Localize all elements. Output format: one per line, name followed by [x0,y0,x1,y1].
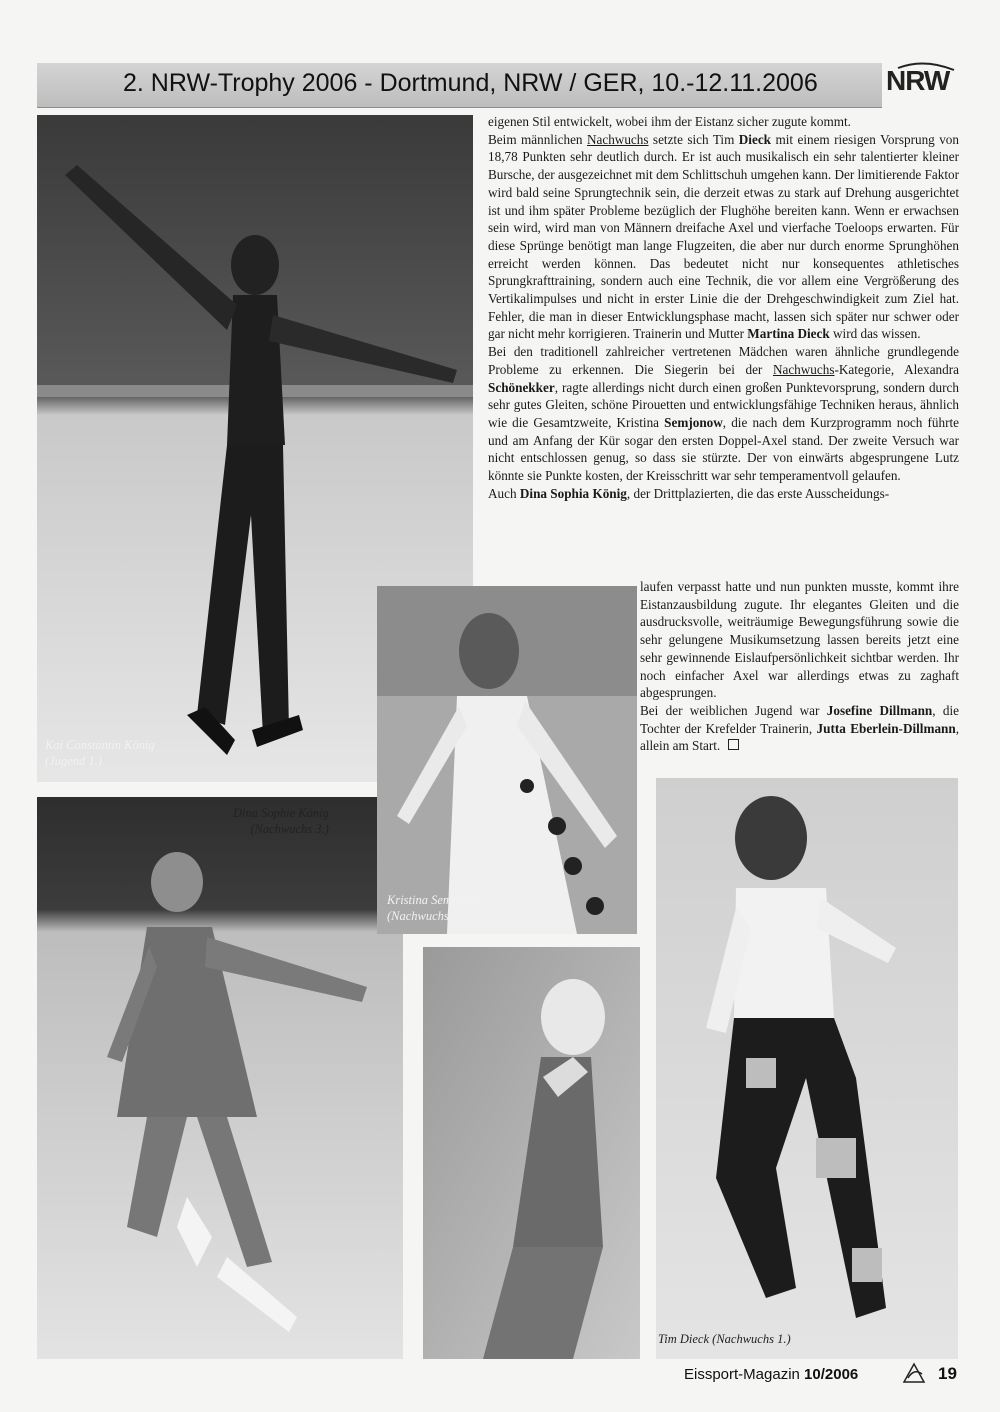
text-run: mit einem riesigen Vorsprung von 18,78 Punkten sehr deutlich durch. Er ist auch musikalisch ein sehr talentierter kleiner Bursche, der ausgezeichnet mit dem Schlittschuh umgehen kann. Der limitierende Faktor wird bald seine Sprungtechnik sein, die derzeit etwas zu stark auf Drehung ausgerichtet ist und ihm später Probleme bezüglich der Flughöhe bereiten kann. Wenn er erwachsen sein wird, wird man von Männern dreifache Axel und vierfache Toeloops erwarten. Für diese Sprünge benötigt man lange Flugzeiten, die aber nur durch enorme Sprunghöhen erreicht werden können. Das bedeutet nicht nur konsequentes athletisches Sprungkrafttraining, sondern auch eine Technik, die vor allem eine Vergrößerung des Vertikalimpulses und nicht in erster Linie die der Drehgeschwindigkeit zum Ziel hat. Fehler, die man in dieser Entwicklungsphase macht, lassen sich später nur schwer oder gar nicht mehr korrigieren. Trainerin und Mutter [488,131,959,342]
magazine-name: Eissport-Magazin [684,1366,805,1383]
text-run-underlined: Nachwuchs [772,361,835,377]
text-run: , ragte allerdings nicht durch einen großen Punktevorsprung, sondern durch sehr gutes Gleiten, schöne Pirouetten und entwicklungsfähige Techniken heraus, ähnlich wie die Gesamtzweite, Kristina [488,379,959,430]
text-run: , allein am Start. [640,720,959,754]
text-run: , der Drittplazierten, die das erste Ausscheidungs- [626,485,890,501]
nrw-logo [884,60,964,102]
article-column-upper [488,113,959,502]
text-run: wird das wissen. [829,326,921,342]
article-paragraph-2 [488,131,959,343]
photo-kristina-semjonov [377,586,637,934]
text-run: Beim männlichen [488,131,587,147]
page-number: 19 [938,1364,957,1383]
name-bold: Jutta Eberlein-Dillmann [816,720,956,736]
name-bold: Dina Sophia König [519,485,627,501]
article-column-lower [640,578,959,755]
article-paragraph-5 [640,702,959,755]
text-run: , die nach dem Kurzprogramm noch führte und am Anfang der Kür sogar den ersten Doppel-Axel stand. Der zweite Versuch war nicht entschlossen genug, so dass sie stürzte. Der von einwärts abgesprungene Lutz könnte sie Punkte kosten, der Kreisschritt war sehr temperamentvoll gelaufen. [488,414,959,484]
article-paragraph-4-start [488,485,959,503]
issue-number: 10/2006 [804,1366,859,1383]
article-paragraph-3 [488,343,959,485]
text-run: setzte sich Tim [648,131,739,147]
photo-caption-tim: Tim Dieck (Nachwuchs 1.) [658,1332,791,1346]
photo-smiling-skater [423,947,640,1359]
name-bold: Martina Dieck [747,326,830,342]
magazine-logo-icon [900,1360,928,1386]
article-paragraph-1: eigenen Stil entwickelt, wobei ihm der Eistanz sicher zugute kommt. [488,114,851,129]
text-run: , die Tochter der Krefelder Trainerin, [640,702,959,736]
page-footer [684,1366,964,1390]
text-run: Auch [488,485,520,501]
name-bold: Dieck [738,131,772,147]
text-run: -Kategorie, Alexandra [834,361,959,377]
name-bold: Josefine Dillmann [826,702,933,718]
header-bar [37,63,882,108]
page-title: 2. NRW-Trophy 2006 - Dortmund, NRW / GER, 10.-12.11.2006 [123,69,818,97]
nrw-logo-text: NRW [886,65,950,96]
text-run: Bei der weiblichen Jugend war [640,702,827,718]
name-bold: Semjonow [664,414,723,430]
photo-caption-dina: Dina Sophie König (Nachwuchs 3.) [233,806,329,836]
photo-tim-dieck [656,778,958,1359]
photo-caption-kai: Kai Constantin König (Jugend 1.) [45,738,155,768]
photo-dina-sophie-koenig [37,797,403,1359]
text-run-underlined: Nachwuchs [586,131,649,147]
article-paragraph-4-cont: laufen verpasst hatte und nun punkten musste, kommt ihre Eistanzausbildung zugute. Ihr elegantes Gleiten und die ausdrucksvolle, weiträumige Bewegungsführung sowie die sehr gelungene Musikumsetzung lassen bereits jetzt eine sehr gewinnende Eislaufpersönlichkeit sichtbar werden. Ihr noch einfacher Axel war allerdings etwas zu zaghaft abgesprungen. [640,579,959,701]
photo-caption-kristina: Kristina Semjonov (Nachwuchs 2.) [387,893,480,923]
text-run: Bei den traditionell zahlreicher vertretenen Mädchen waren ähnliche grundlegende Probleme zu erkennen. Die Siegerin bei der [488,344,959,377]
name-bold: Schönekker [488,379,555,395]
end-of-article-box-icon [728,739,739,750]
